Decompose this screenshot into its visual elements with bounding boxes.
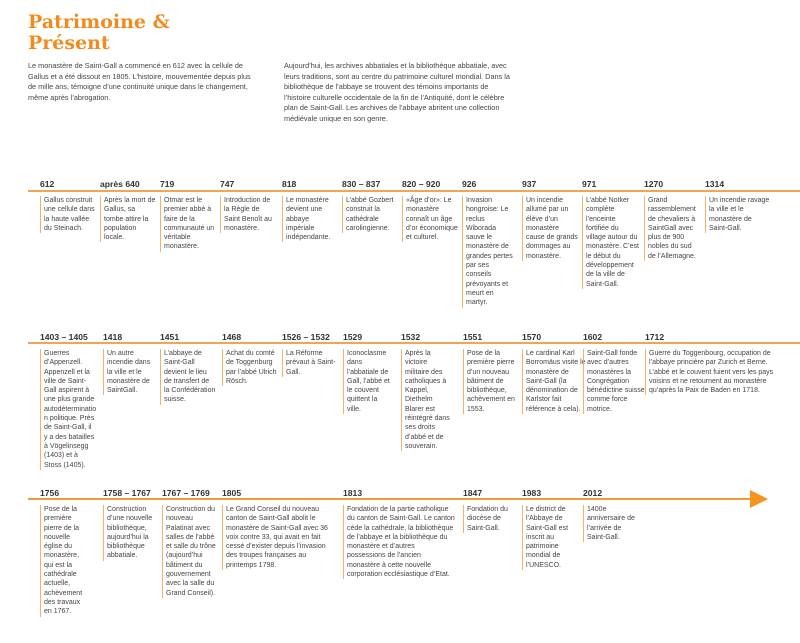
event-year: 1451	[160, 332, 180, 342]
event-year: 1418	[103, 332, 123, 342]
event-text: L’abbé Notker complète l’enceinte fortifiée du village autour du monastère. C’est le début du développement de la ville de Saint-Gall.	[582, 196, 640, 289]
event-year: 1847	[463, 488, 483, 498]
event-text: Grand rassemblement de chevaliers à SaintGall avec plus de 900 nobles du sud de l’Allemagne.	[644, 196, 698, 261]
event-text: Le cardinal Karl Borromäus visite le monastère de Saint-Gall (la dénomination de Karlstor fait référence à cela).	[522, 349, 586, 414]
event-text: Otmar est le premier abbé à faire de la communauté un véritable monastère.	[160, 196, 216, 252]
arrow-right-icon	[750, 490, 768, 508]
event-text: Introduction de la Règle de Saint Benoît au monastère.	[220, 196, 276, 233]
event-year: 1468	[222, 332, 242, 342]
event-year: 1767 – 1769	[162, 488, 210, 498]
event-year: 1983	[522, 488, 542, 498]
event-text: Après la mort de Gallus, sa tombe attire la population locale.	[100, 196, 156, 242]
event-text: Après la victoire militaire des catholiques à Kappel, Diethelm Blarer est réintégré dans ses droits d’abbé et de souverain.	[401, 349, 453, 451]
intro-left: Le monastère de Saint-Gall a commencé en 612 avec la cellule de Gallus et a été dissout en 1805. L’histoire, mouvementée depuis plus de mille ans, témoigne d’une continuité unique dans le changement, même après l’abrogation.	[28, 61, 251, 102]
event-text: Un incendie allumé par un élève d’un monastère cause de grands dommages au monastère.	[522, 196, 578, 261]
event-text: Un incendie ravage la ville et le monastère de Saint-Gall.	[705, 196, 771, 233]
event-year: 1532	[401, 332, 421, 342]
event-year: 1526 – 1532	[282, 332, 330, 342]
event-year: 937	[522, 179, 537, 189]
event-text: Invasion hongroise: Le reclus Wiborada sauve le monastère de grandes pertes par ses conseils prévoyants et meurt en martyr.	[462, 196, 516, 308]
event-text: Pose de la première pierre d’un nouveau bâtiment de bibliothèque, achèvement en 1553.	[463, 349, 517, 414]
event-text: La Réforme prévaut à Saint-Gall.	[282, 349, 338, 377]
event-text: Fondation de la partie catholique du canton de Saint-Gall. Le canton cède la cathédrale, la bibliothèque de l’abbaye et la bibliothèque du monastère et d’autres possessions de l’ancien monastère à cette nouvelle corporation ecclésiastique d’Etat.	[343, 505, 455, 579]
event-year: 1270	[644, 179, 664, 189]
intro-right: Aujourd’hui, les archives abbatiales et la bibliothèque abbatiale, avec leurs traditions, sont au centre du patrimoine culturel mondial. Dans la bibliothèque de l’abbaye se trouvent des témoins importants de l’histoire culturelle occidentale de la fin de l’Antiquité, dont le célèbre plan de Saint-Gall. Les archives de l’abbaye abritent une collection médiévale unique en son genre.	[284, 61, 510, 123]
timeline-line-1	[28, 190, 800, 192]
event-year: 818	[282, 179, 297, 189]
event-text: L’abbé Gozbert construit la cathédrale carolingienne.	[342, 196, 400, 233]
event-text: Le Grand Conseil du nouveau canton de Saint-Gall abolit le monastère de Saint-Gall avec 36 voix contre 33, qui avait en fait cessé d’exister depuis l’invasion des troupes françaises au printemps 1798.	[222, 505, 334, 570]
event-text: Fondation du diocèse de Saint-Gall.	[463, 505, 511, 533]
event-text: Construction du nouveau Palatinat avec salles de l’abbé et salle du trône (aujourd’hui bâtiment du gouvernement avec la salle du Grand Conseil).	[162, 505, 218, 598]
event-year: 747	[220, 179, 235, 189]
event-year: 2012	[583, 488, 603, 498]
event-year: 830 – 837	[342, 179, 381, 189]
event-year: 1314	[705, 179, 725, 189]
title-line-1: Patrimoine &	[28, 11, 170, 33]
page-title	[28, 12, 228, 54]
event-text: 1400e anniversaire de l’arrivée de Saint-Gall.	[583, 505, 639, 542]
event-year: 1805	[222, 488, 242, 498]
event-year: 1529	[343, 332, 363, 342]
event-year: 612	[40, 179, 55, 189]
event-text: Guerres d’Appenzell. Appenzell et la ville de Saint-Gall aspirent à une plus grande autodéterminatio n politique. Près de Saint-Gall, il y a des batailles à Vögelinsegg (1403) et à Stoss (1405).	[40, 349, 96, 470]
event-text: Achat du comté de Toggenburg par l’abbé Ulrich Rösch.	[222, 349, 278, 386]
event-year: 926	[462, 179, 477, 189]
title-line-2: Présent	[28, 32, 110, 54]
event-year: 719	[160, 179, 175, 189]
event-year: 820 – 920	[402, 179, 441, 189]
event-year: 1551	[463, 332, 483, 342]
event-year: 971	[582, 179, 597, 189]
event-year: 1570	[522, 332, 542, 342]
timeline-line-2	[28, 342, 800, 344]
event-text: Gallus construit une cellule dans la haute vallée du Steinach.	[40, 196, 96, 233]
event-year: 1813	[343, 488, 363, 498]
event-text: Construction d’une nouvelle bibliothèque, aujourd’hui la bibliothèque abbatiale.	[103, 505, 159, 561]
event-year: 1602	[583, 332, 603, 342]
event-year: 1756	[40, 488, 60, 498]
event-text: L’abbaye de Saint-Gall devient le lieu de transfert de la Confédération suisse.	[160, 349, 216, 405]
event-text: Le district de l’Abbaye de Saint-Gall est inscrit au patrimoine mondial de l’UNESCO.	[522, 505, 580, 570]
event-text: Un autre incendie dans la ville et le monastère de SaintGall.	[103, 349, 153, 395]
event-year: après 640	[100, 179, 140, 189]
event-year: 1712	[645, 332, 665, 342]
event-year: 1758 – 1767	[103, 488, 151, 498]
event-text: Pose de la première pierre de la nouvelle église du monastère, qui est la cathédrale actuelle, achèvement des travaux en 1767.	[40, 505, 88, 617]
event-text: Saint-Gall fonde avec d’autres monastères la Congrégation bénédictine suisse comme force motrice.	[583, 349, 647, 414]
timeline-line-3	[28, 498, 750, 500]
event-text: Le monastère devient une abbaye impériale indépendante.	[282, 196, 338, 242]
event-text: Iconoclasme dans l’abbatiale de Gall, l’abbé et le couvent quittent la ville.	[343, 349, 391, 414]
event-text: «Âge d’or»: Le monastère connaît un âge d’or économique et culturel.	[402, 196, 458, 242]
event-year: 1403 – 1405	[40, 332, 88, 342]
event-text: Guerre du Toggenbourg, occupation de l’abbaye princière par Zurich et Berne. L’abbé et le couvent fuient vers les pays voisins et ne retournent au monastère qu’après la Paix de Baden en 1718.	[645, 349, 777, 395]
